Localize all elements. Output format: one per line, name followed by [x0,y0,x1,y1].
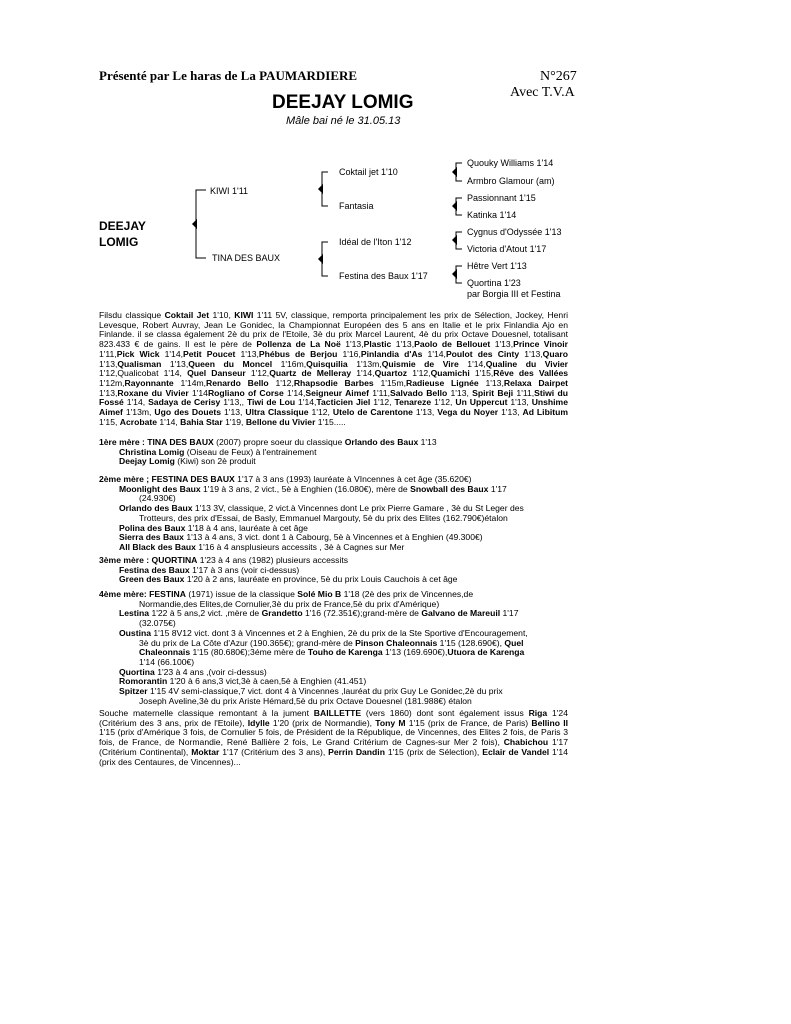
text-run: 1'13, [412,407,438,418]
bold-run: Seigneur Aimef [305,387,369,398]
pedigree-ggp-3: Passionnant 1'15 [467,193,536,203]
pedigree-horse-line2: LOMIG [99,235,139,249]
souche-paragraph [99,709,568,767]
text-run: 1'17 à 3 ans (voir ci-dessus) [189,564,300,575]
bold-run: Queen du Moncel [188,358,273,369]
text-run: 1'14, [157,416,181,427]
bold-run: Bellone du Vivier [245,416,316,427]
text-run: 1'13, [221,407,246,418]
bold-run: Bahia Star [180,416,223,427]
bold-run: Grandetto [261,608,303,619]
text-run: 1'20 à 2 ans, lauréate en province, 5è du prix Louis Cauchois à cet âge [184,574,458,585]
text-run: (24.930€) [139,493,176,504]
text-run: 1'12, [245,368,270,379]
text-run: 1'16, [337,348,361,359]
text-run: 1'14, [351,368,375,379]
pedigree-ggp-5: Cygnus d'Odyssée 1'13 [467,227,562,237]
text-run: 1'17 [488,483,507,494]
bold-run: Utuora de Karenga [447,647,525,658]
bold-run: Utelo de Carentone [332,407,413,418]
bold-run: Quartoz [374,368,408,379]
text-run: 1'18 à 4 ans, lauréate à cet âge [185,522,308,533]
text-run: (vers 1860) dont sont également issus [361,708,529,718]
text-run: 1'22 à 5 ans,2 vict. ,mère de [149,608,262,619]
bold-run: Orlando des Baux [119,503,193,514]
bold-run: Galvano de Mareuil [421,608,501,619]
text-run: 1'23 à 4 ans ,(voir ci-dessus) [154,666,267,677]
text-run: (1971) issue de la classique [185,589,298,599]
text-run: 1'13,, [220,397,247,408]
horse-subtitle: Mâle bai né le 31.05.13 [286,115,401,127]
bold-run: Riga [528,708,548,718]
text-run: 1'14, [422,348,446,359]
bold-run: Spitzer [119,686,148,697]
text-run: 1'12, [407,368,431,379]
bold-run: Ad Libitum [522,407,568,418]
bold-run: Oustina [119,627,151,638]
text-run: 1'13, [99,358,118,369]
text-run: 1'11 5V, classique, remporta principalement les prix de Sélection, Jockey, Henri Levesque, Robert Auvray, Jean Le Gonidec, la Championnat Européen des 5 ans en Italie et le prix Finlandia Ajo en Finlande. il se classa également 2è du prix de l'Etoile, 3è du prix Marcel Laurent, 4è du prix Octave Douesnel, totalisant 823.433 € de gains. Il est le père de [99,310,568,350]
text-run: 1'15 (128.690€), [437,637,505,648]
text-run: 1'24 (Critérium des 3 ans, prix de l'Etoile), [99,708,568,728]
second-dam-produce [99,543,568,553]
text-run: (Kiwi) son 2è produit [174,456,256,467]
text-run: 1'13 3V, classique, 2 vict.à Vincennes dont Le prix Pierre Gamare , 3è du St Leger des [192,503,524,514]
bold-run: Salvado Bello [389,387,448,398]
first-dam-produce [99,457,568,467]
sire-paragraph [99,311,568,427]
lot-number: N°267 [540,69,577,84]
bold-run: Quismie de Vire [381,358,459,369]
bold-run: Chabichou [503,737,549,748]
text-run: 1'19, [222,416,246,427]
bold-run: Rayonnante [124,377,174,388]
text-run: 1'13, [507,397,532,408]
bold-run: Roxane du Vivier [117,387,189,398]
bold-run: Qualine du Vivier [485,358,568,369]
bold-run: Acrobate [119,416,158,427]
text-run: 1'11, [368,387,390,398]
bold-run: Renardo Bello [206,377,269,388]
bold-run: Plastic [363,339,392,350]
text-run: 1'15, [469,368,494,379]
text-run: 1'12, [431,397,456,408]
text-run: 1'13m, [347,358,382,369]
text-run: 1'12m, [99,377,125,388]
bold-run: 3ème mère : QUORTINA [99,555,198,565]
bold-run: Festina des Baux [119,564,190,575]
text-run: 1'13 (169.690€), [382,647,448,658]
bold-run: Snowball des Baux [410,483,489,494]
text-run: 1'15..... [315,416,346,427]
text-run: 1'13 [418,437,437,447]
bold-run: Stiwi [534,387,555,398]
bold-run: Radieuse Lignée [406,377,479,388]
first-dam-section [99,438,568,467]
bold-run: Pick Wick [116,348,160,359]
bold-run: Quel [504,637,524,648]
bold-run: Relaxa Dairpet [503,377,568,388]
pedigree-ggp-4: Katinka 1'14 [467,210,517,220]
text-run: 1'13, [99,387,118,398]
text-run: 1'14, [458,358,486,369]
fourth-dam-section [99,590,568,706]
text-run: Souche maternelle classique remontant à la jument [99,708,314,718]
bold-run: Deejay Lomig [119,456,175,467]
text-run: 1'17 [500,608,519,619]
text-run: 1'13, [235,348,259,359]
text-run: 1'13, [391,339,415,350]
text-run: 1'13, [161,358,189,369]
tva-note: Avec T.V.A [510,85,575,100]
text-run: 1'17 à 3 ans (1993) lauréate à VIncennes à cet âge (35.620€) [234,474,472,484]
text-run: 1'13, [490,339,514,350]
text-run: 1'11, [513,387,535,398]
text-run: 1'14, [295,397,317,408]
text-run: 1'14m, [173,377,207,388]
bold-run: Vega du Noyer [437,407,499,418]
text-run: 1'16 (72.351€);grand-mère de [302,608,422,619]
pedigree-sire-sire: Coktail jet 1'10 [339,167,398,177]
bold-run: Pollenza de La Noë [256,339,341,350]
bold-run: Tacticien Jiel [316,397,371,408]
bold-run: Quisquilia [306,358,348,369]
pedigree-horse-line1: DEEJAY [99,219,146,233]
text-run: 1'12, [268,377,294,388]
bold-run: Lestina [119,608,150,619]
text-run: 1'14 [188,387,208,398]
bold-run: Quel Danseur [187,368,246,379]
text-run: 1'23 à 4 ans (1982) plusieurs accessits [197,555,349,565]
text-run: 1'12, [370,397,395,408]
bold-run: Poulot des Cinty [445,348,520,359]
bold-run: 4ème mère: FESTINA [99,589,186,599]
bold-run: Moktar [191,746,220,757]
bold-run: Ugo des Douets [154,407,222,418]
text-run: 1'14, [283,387,306,398]
bold-run: Quartz de Melleray [269,368,352,379]
text-run: 1'15 4V semi-classique,7 vict. dont 4 à Vincennes ,lauréat du prix Guy Le Gonidec,2è du prix [147,686,503,697]
bold-run: Petit Poucet [183,348,236,359]
text-run: Normandie,des Elites,de Cornulier,3è du prix de France,5è du prix d'Amérique) [139,598,440,609]
bold-run: Christina Lomig [119,446,185,457]
pedigree-ggp-1: Quouky Williams 1'14 [467,158,554,168]
bold-run: Unshime Aimef [99,397,568,418]
text-run: 1'14, [159,348,183,359]
text-run: 1'17 (Critérium des 3 ans), [219,746,329,757]
bold-run: du Fossé [99,387,568,408]
bold-run: Phébus de Berjou [258,348,338,359]
bold-run: Chaleonnais [139,647,191,658]
text-run: 1'15m, [373,377,407,388]
text-run: 1'14, [123,397,149,408]
bold-run: Tony M [375,717,406,728]
text-run: 1'15, [99,416,120,427]
text-run: (Oiseau de Feux) à l'entrainement [184,446,317,457]
bold-run: Moonlight des Baux [119,483,201,494]
bold-run: BAILLETTE [313,708,362,718]
text-run: 1'13, [447,387,473,398]
text-run: 1'14 (66.100€) [139,656,195,667]
pedigree-lines [0,0,791,310]
bold-run: Tiwi de Lou [246,397,296,408]
bold-run: Quamichi [430,368,470,379]
text-run: 1'15 (prix de France, de Paris) [405,717,532,728]
text-run: 1'14 (prix des Centaures, de Vincennes)... [99,746,568,767]
bold-run: All Black des Baux [119,541,196,552]
text-run: 1'13 à 4 ans, 3 vict. dont 1 à Cabourg, 5è à Vincennes et à Enghien (49.300€) [183,532,483,543]
text-run: 1'20 à 6 ans,3 vict,3è à caen,5è à Enghien (41.451) [167,676,367,687]
text-run: 1'13, [519,348,543,359]
text-run: 1'20 (prix de Normandie), [269,717,376,728]
bold-run: Solé Mio B [297,589,342,599]
bold-run: Spirit Beji [472,387,514,398]
pedigree-sire: KIWI 1'11 [210,186,249,196]
bold-run: Rogliano of Corse [207,387,284,398]
third-dam-produce [99,575,568,585]
bold-run: Polina des Baux [119,522,186,533]
bold-run: Paolo de Bellouet [414,339,491,350]
text-run: 1'13, [478,377,504,388]
pedigree-ggp-8: Quortina 1'23 [467,278,521,288]
text-run: 1'15 8V12 vict. dont 3 à Vincennes et 2 à Enghien, 2è du prix de la Ste Sportive d'Encouragement, [151,627,528,638]
text-run: 1'11, [99,348,117,359]
pedigree-horse [99,218,146,250]
bold-run: Sadaya de Cerisy [148,397,221,408]
text-run: 1'12, [308,407,333,418]
fourth-dam-produce-cont [99,697,568,707]
bold-run: Tenareze [394,397,432,408]
bold-run: Eclair de Vandel [482,746,550,757]
text-run: 1'13m, [122,407,155,418]
bold-run: Rêve des Vallées [493,368,569,379]
pedigree-dam-dam: Festina des Baux 1'17 [339,271,428,281]
pedigree-dam: TINA DES BAUX [212,253,281,263]
pedigree-ggp-note: par Borgia III et Festina [467,289,561,299]
bold-run: Orlando des Baux [344,437,419,447]
bold-run: Qualisman [117,358,162,369]
text-run: 1'10, [209,310,235,320]
text-run: Trotteurs, des prix d'Essai, de Basly, Emmanuel Margouty, 5è du prix des Elites (162.790€)étalon [139,512,508,523]
bold-run: Coktail Jet [164,310,210,320]
bold-run: 1ère mère : TINA DES BAUX [99,437,214,447]
bold-run: Ultra Classique [245,407,309,418]
bold-run: Quortina [119,666,155,677]
bold-run: Pinlandia d'As [360,348,423,359]
text-run: 1'16m, [272,358,307,369]
pedigree-sire-dam: Fantasia [339,201,374,211]
bold-run: Rhapsodie Barbes [293,377,374,388]
text-run: 1'17 (Critérium Continental), [99,737,568,757]
pedigree-dam-sire: Idéal de l'Iton 1'12 [339,237,412,247]
horse-title: DEEJAY LOMIG [272,92,414,113]
bold-run: Bellino II [531,717,569,728]
pedigree-ggp-7: Hêtre Vert 1'13 [467,261,527,271]
text-run: 1'15 (prix d'Amérique 3 fois, de Cornulier 5 fois, de Président de la République, de Vincennes, des Elites 2 fois, de Paris 3 fois, de France, de Normandie, René Ballière 2 fois, Le Grand Critérium de Cagnes-sur Mer 2 fois), [99,727,568,748]
text-run: Joseph Aveline,3è du prix Ariste Hémard,5è du prix Octave Douesnel (181.988€) étalon [139,695,472,706]
bold-run: 2ème mère ; FESTINA DES BAUX [99,474,235,484]
bold-run: Green des Baux [119,574,185,585]
text-run: 1'19 à 3 ans, 2 vict., 5è à Enghien (16.080€), mère de [200,483,411,494]
pedigree-ggp-2: Armbro Glamour (am) [467,176,555,186]
bold-run: Sierra des Baux [119,532,184,543]
text-run: 1'15 (prix de Sélection), [384,746,483,757]
text-run: 3è du prix de La Côte d'Azur (190.365€); grand-mère de [139,637,356,648]
text-run: 1'12,Qualicobat 1'14, [99,368,188,379]
text-run: 1'18 (2è des prix de Vincennes,de [341,589,474,599]
text-run: 1'13, [340,339,364,350]
text-run: (32.075€) [139,618,176,629]
presenter-line: Présenté par Le haras de La PAUMARDIERE [99,68,358,83]
bold-run: Perrin Dandin [328,746,385,757]
bold-run: Pinson Chaleonnais [355,637,438,648]
bold-run: Idylle [247,717,270,728]
bold-run: Touho de Karenga [307,647,383,658]
text-run: 1'13, [498,407,523,418]
second-dam-section [99,475,568,553]
bold-run: Romorantin [119,676,168,687]
text-run: Filsdu classique [99,310,165,320]
bold-run: KIWI [234,310,254,320]
text-run: 1'15 (80.680€);3éme mère de [190,647,308,658]
text-run: 1'16 à 4 ansplusieurs accessits , 3è à Cagnes sur Mer [195,541,405,552]
third-dam-section [99,556,568,585]
bold-run: Prince Vinoir [513,339,568,350]
text-run: (2007) propre soeur du classique [213,437,345,447]
bold-run: Un Uppercut [455,397,508,408]
bold-run: Quaro [542,348,568,359]
pedigree-ggp-6: Victoria d'Atout 1'17 [467,244,547,254]
